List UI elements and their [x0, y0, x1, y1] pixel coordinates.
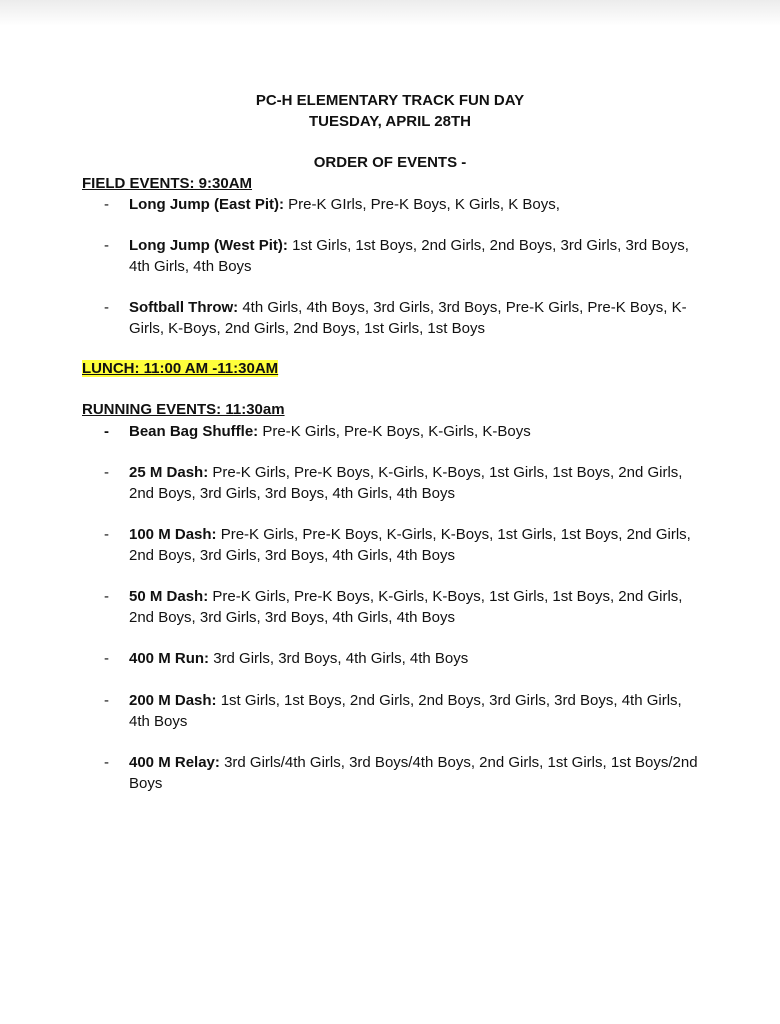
event-groups: 3rd Girls/4th Girls, 3rd Boys/4th Boys, 2nd Girls, 1st Girls, 1st Boys/2nd Boys — [129, 754, 698, 792]
list-marker: - — [104, 526, 109, 543]
event-item — [104, 235, 704, 277]
event-item — [104, 648, 704, 669]
list-marker: - — [104, 423, 109, 440]
event-groups: Pre-K Girls, Pre-K Boys, K-Girls, K-Boys, 1st Girls, 1st Boys, 2nd Girls, 2nd Boys, 3rd Girls, 3rd Boys, 4th Girls, 4th Boys — [129, 588, 683, 626]
event-name: Softball Throw: — [129, 299, 239, 316]
event-groups: Pre-K GIrls, Pre-K Boys, K Girls, K Boys, — [288, 196, 560, 213]
event-item — [104, 524, 704, 566]
document-subtitle: ORDER OF EVENTS - — [313, 154, 467, 171]
list-marker: - — [104, 692, 109, 709]
event-item — [104, 462, 704, 504]
event-item — [104, 690, 704, 732]
event-item — [104, 194, 704, 215]
event-name: Long Jump (East Pit): — [129, 196, 284, 213]
field-events-heading: FIELD EVENTS: 9:30AM — [82, 175, 253, 192]
event-name: Long Jump (West Pit): — [129, 237, 288, 254]
lunch-highlight: LUNCH: 11:00 AM -11:30AM — [82, 360, 279, 377]
event-name: 100 M Dash: — [129, 526, 217, 543]
list-marker: - — [104, 588, 109, 605]
event-name: Bean Bag Shuffle: — [129, 423, 259, 440]
running-events-heading: RUNNING EVENTS: 11:30am — [82, 401, 285, 418]
list-marker: - — [104, 650, 109, 667]
list-marker: - — [104, 299, 109, 316]
event-groups: 1st Girls, 1st Boys, 2nd Girls, 2nd Boys, 3rd Girls, 3rd Boys, 4th Girls, 4th Boys — [129, 692, 682, 730]
document-title: PC-H ELEMENTARY TRACK FUN DAY — [255, 92, 525, 109]
event-groups: Pre-K Girls, Pre-K Boys, K-Girls, K-Boys — [262, 423, 531, 440]
event-item — [104, 297, 704, 339]
event-name: 50 M Dash: — [129, 588, 209, 605]
event-item — [104, 586, 704, 628]
list-marker: - — [104, 196, 109, 213]
event-groups: Pre-K Girls, Pre-K Boys, K-Girls, K-Boys, 1st Girls, 1st Boys, 2nd Girls, 2nd Boys, 3rd Girls, 3rd Boys, 4th Girls, 4th Boys — [129, 464, 683, 502]
event-item — [104, 421, 704, 442]
list-marker: - — [104, 464, 109, 481]
lunch-heading — [82, 359, 278, 379]
event-name: 200 M Dash: — [129, 692, 217, 709]
event-name: 25 M Dash: — [129, 464, 209, 481]
event-name: 400 M Relay: — [129, 754, 220, 771]
list-marker: - — [104, 754, 109, 771]
event-groups: 1st Girls, 1st Boys, 2nd Girls, 2nd Boys, 3rd Girls, 3rd Boys, 4th Girls, 4th Boys — [129, 237, 689, 275]
event-name: 400 M Run: — [129, 650, 210, 667]
event-item — [104, 752, 704, 794]
event-groups: 4th Girls, 4th Boys, 3rd Girls, 3rd Boys, Pre-K Girls, Pre-K Boys, K-Girls, K-Boys, 2nd Girls, 2nd Boys, 1st Girls, 1st Boys — [129, 299, 687, 337]
event-groups: 3rd Girls, 3rd Boys, 4th Girls, 4th Boys — [213, 650, 469, 667]
event-groups: Pre-K Girls, Pre-K Boys, K-Girls, K-Boys, 1st Girls, 1st Boys, 2nd Girls, 2nd Boys, 3rd Girls, 3rd Boys, 4th Girls, 4th Boys — [129, 526, 691, 564]
document-date: TUESDAY, APRIL 28TH — [309, 113, 471, 130]
list-marker: - — [104, 237, 109, 254]
